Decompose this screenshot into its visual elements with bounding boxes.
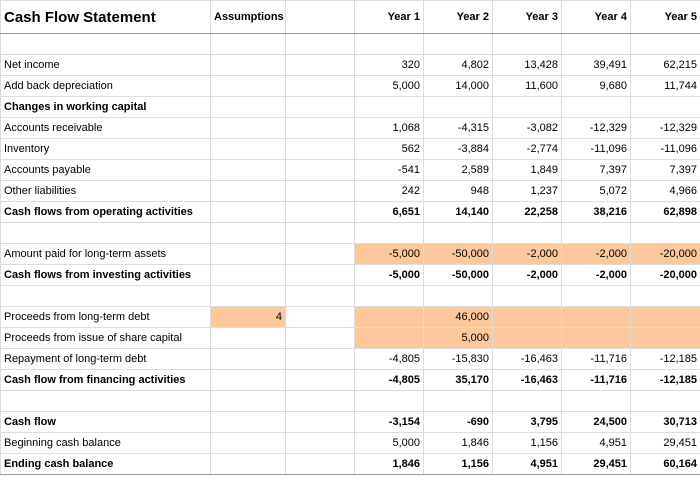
row-repayment [1, 349, 700, 370]
year-1-value[interactable] [355, 97, 424, 118]
year-3-value[interactable]: -2,774 [493, 139, 562, 160]
year-4-value[interactable] [562, 328, 631, 349]
year-2-value[interactable]: 2,589 [424, 160, 493, 181]
row-label[interactable]: Cash flows from investing activities [1, 265, 211, 286]
year-1-value[interactable]: -4,805 [355, 370, 424, 391]
year-2-value[interactable]: 35,170 [424, 370, 493, 391]
year-5-value[interactable] [631, 97, 700, 118]
row-operating-total [1, 202, 700, 223]
year-4-value[interactable]: 4,951 [562, 433, 631, 454]
year-3-value[interactable]: 11,600 [493, 76, 562, 97]
year-5-value[interactable]: 62,215 [631, 55, 700, 76]
year-4-value[interactable]: -11,716 [562, 349, 631, 370]
year-4-value[interactable]: 29,451 [562, 454, 631, 475]
year-2-value[interactable]: 46,000 [424, 307, 493, 328]
year-2-header[interactable]: Year 2 [424, 1, 493, 34]
row-label[interactable]: Inventory [1, 139, 211, 160]
year-2-value[interactable]: -50,000 [424, 265, 493, 286]
year-3-value[interactable]: 13,428 [493, 55, 562, 76]
assumption-cell[interactable] [211, 370, 286, 391]
year-2-value[interactable]: 4,802 [424, 55, 493, 76]
year-1-value[interactable] [355, 328, 424, 349]
row-financing-total [1, 370, 700, 391]
assumption-cell[interactable] [211, 349, 286, 370]
year-4-value[interactable]: 5,072 [562, 181, 631, 202]
year-3-value[interactable]: -2,000 [493, 265, 562, 286]
blank-cell[interactable] [286, 118, 355, 139]
assumption-cell[interactable] [211, 433, 286, 454]
row-label[interactable]: Cash flow from financing activities [1, 370, 211, 391]
year-3-value[interactable] [493, 97, 562, 118]
assumption-cell[interactable] [211, 412, 286, 433]
row-label[interactable]: Proceeds from issue of share capital [1, 328, 211, 349]
spacer-row [1, 391, 700, 412]
row-cash-flow [1, 412, 700, 433]
spacer-row [1, 286, 700, 307]
year-5-header[interactable]: Year 5 [631, 1, 700, 34]
row-label[interactable]: Proceeds from long-term debt [1, 307, 211, 328]
year-4-value[interactable]: 39,491 [562, 55, 631, 76]
row-label[interactable]: Beginning cash balance [1, 433, 211, 454]
year-5-value[interactable]: -12,185 [631, 370, 700, 391]
year-3-value[interactable]: -2,000 [493, 244, 562, 265]
year-5-value[interactable]: 29,451 [631, 433, 700, 454]
year-4-header[interactable]: Year 4 [562, 1, 631, 34]
year-1-value[interactable]: 5,000 [355, 433, 424, 454]
assumption-cell[interactable] [211, 55, 286, 76]
row-depreciation [1, 76, 700, 97]
year-5-value[interactable]: 30,713 [631, 412, 700, 433]
year-2-value[interactable]: -15,830 [424, 349, 493, 370]
blank-cell[interactable] [286, 181, 355, 202]
year-2-value[interactable]: 5,000 [424, 328, 493, 349]
year-3-value[interactable] [493, 328, 562, 349]
row-label[interactable]: Add back depreciation [1, 76, 211, 97]
blank-cell[interactable] [286, 1, 355, 34]
sheet-title[interactable]: Cash Flow Statement [1, 1, 211, 34]
year-2-value[interactable]: 14,000 [424, 76, 493, 97]
row-net-income [1, 55, 700, 76]
assumption-cell[interactable] [211, 139, 286, 160]
assumption-cell[interactable] [211, 454, 286, 475]
row-label[interactable]: Cash flows from operating activities [1, 202, 211, 223]
year-4-value[interactable] [562, 97, 631, 118]
year-3-value[interactable]: -16,463 [493, 349, 562, 370]
year-4-value[interactable]: -11,096 [562, 139, 631, 160]
year-5-value[interactable] [631, 307, 700, 328]
year-5-value[interactable]: 7,397 [631, 160, 700, 181]
row-label[interactable]: Accounts receivable [1, 118, 211, 139]
spacer-row [1, 223, 700, 244]
year-4-value[interactable]: 24,500 [562, 412, 631, 433]
blank-cell[interactable] [286, 202, 355, 223]
year-4-value[interactable]: -2,000 [562, 244, 631, 265]
year-3-value[interactable]: -3,082 [493, 118, 562, 139]
assumption-cell[interactable] [211, 202, 286, 223]
assumption-cell[interactable]: 4 [211, 307, 286, 328]
year-1-value[interactable]: -3,154 [355, 412, 424, 433]
row-other-liabilities [1, 181, 700, 202]
year-5-value[interactable] [631, 328, 700, 349]
year-5-value[interactable]: -12,329 [631, 118, 700, 139]
year-2-value[interactable] [424, 97, 493, 118]
year-4-value[interactable]: 38,216 [562, 202, 631, 223]
row-label[interactable]: Repayment of long-term debt [1, 349, 211, 370]
year-3-header[interactable]: Year 3 [493, 1, 562, 34]
row-label[interactable]: Ending cash balance [1, 454, 211, 475]
year-4-value[interactable]: -2,000 [562, 265, 631, 286]
year-5-value[interactable]: -20,000 [631, 244, 700, 265]
row-long-term-debt [1, 307, 700, 328]
year-1-value[interactable]: 242 [355, 181, 424, 202]
year-3-value[interactable]: 22,258 [493, 202, 562, 223]
blank-cell[interactable] [286, 265, 355, 286]
year-5-value[interactable]: 11,744 [631, 76, 700, 97]
year-1-value[interactable]: 6,651 [355, 202, 424, 223]
assumption-cell[interactable] [211, 76, 286, 97]
year-4-value[interactable]: -11,716 [562, 370, 631, 391]
blank-cell[interactable] [286, 349, 355, 370]
year-3-value[interactable]: 3,795 [493, 412, 562, 433]
year-5-value[interactable]: 60,164 [631, 454, 700, 475]
row-accounts-receivable [1, 118, 700, 139]
year-3-value[interactable]: 1,237 [493, 181, 562, 202]
year-3-value[interactable]: 1,156 [493, 433, 562, 454]
year-1-value[interactable]: 562 [355, 139, 424, 160]
row-label[interactable]: Changes in working capital [1, 97, 211, 118]
blank-cell[interactable] [286, 160, 355, 181]
row-long-term-assets [1, 244, 700, 265]
blank-cell[interactable] [286, 244, 355, 265]
blank-cell[interactable] [286, 454, 355, 475]
year-1-header[interactable]: Year 1 [355, 1, 424, 34]
assumption-cell[interactable] [211, 328, 286, 349]
row-label[interactable]: Other liabilities [1, 181, 211, 202]
year-3-value[interactable]: 1,849 [493, 160, 562, 181]
year-2-value[interactable]: 1,846 [424, 433, 493, 454]
row-label[interactable]: Cash flow [1, 412, 211, 433]
year-5-value[interactable]: -12,185 [631, 349, 700, 370]
blank-cell[interactable] [286, 139, 355, 160]
blank-cell[interactable] [286, 97, 355, 118]
year-1-value[interactable]: 1,068 [355, 118, 424, 139]
year-1-value[interactable]: 5,000 [355, 76, 424, 97]
year-1-value[interactable]: 320 [355, 55, 424, 76]
assumption-cell[interactable] [211, 244, 286, 265]
row-label[interactable]: Net income [1, 55, 211, 76]
year-1-value[interactable]: -541 [355, 160, 424, 181]
year-4-value[interactable] [562, 307, 631, 328]
year-5-value[interactable]: -11,096 [631, 139, 700, 160]
row-ending-balance [1, 454, 700, 475]
year-1-value[interactable]: -5,000 [355, 244, 424, 265]
year-1-value[interactable] [355, 307, 424, 328]
blank-cell[interactable] [286, 55, 355, 76]
blank-cell[interactable] [286, 433, 355, 454]
year-4-value[interactable]: -12,329 [562, 118, 631, 139]
row-investing-total [1, 265, 700, 286]
row-label[interactable]: Amount paid for long-term assets [1, 244, 211, 265]
row-beginning-balance [1, 433, 700, 454]
year-5-value[interactable]: 62,898 [631, 202, 700, 223]
year-5-value[interactable]: -20,000 [631, 265, 700, 286]
assumption-cell[interactable] [211, 265, 286, 286]
assumption-cell[interactable] [211, 181, 286, 202]
year-3-value[interactable] [493, 307, 562, 328]
year-2-value[interactable]: -4,315 [424, 118, 493, 139]
blank-cell[interactable] [286, 370, 355, 391]
blank-cell[interactable] [286, 328, 355, 349]
year-1-value[interactable]: -5,000 [355, 265, 424, 286]
year-2-value[interactable]: 14,140 [424, 202, 493, 223]
year-5-value[interactable]: 4,966 [631, 181, 700, 202]
year-4-value[interactable]: 9,680 [562, 76, 631, 97]
year-2-value[interactable]: -690 [424, 412, 493, 433]
header-row [1, 1, 700, 34]
blank-cell[interactable] [286, 76, 355, 97]
blank-cell[interactable] [286, 307, 355, 328]
year-4-value[interactable]: 7,397 [562, 160, 631, 181]
assumption-cell[interactable] [211, 160, 286, 181]
row-inventory [1, 139, 700, 160]
assumptions-header[interactable]: Assumptions [211, 1, 286, 34]
year-3-value[interactable]: -16,463 [493, 370, 562, 391]
row-label[interactable]: Accounts payable [1, 160, 211, 181]
year-1-value[interactable]: -4,805 [355, 349, 424, 370]
assumption-cell[interactable] [211, 97, 286, 118]
row-accounts-payable [1, 160, 700, 181]
assumption-cell[interactable] [211, 118, 286, 139]
year-2-value[interactable]: 1,156 [424, 454, 493, 475]
year-2-value[interactable]: 948 [424, 181, 493, 202]
year-2-value[interactable]: -50,000 [424, 244, 493, 265]
spacer-row [1, 34, 700, 55]
row-working-capital-header [1, 97, 700, 118]
row-share-capital [1, 328, 700, 349]
year-2-value[interactable]: -3,884 [424, 139, 493, 160]
blank-cell[interactable] [286, 412, 355, 433]
year-1-value[interactable]: 1,846 [355, 454, 424, 475]
year-3-value[interactable]: 4,951 [493, 454, 562, 475]
